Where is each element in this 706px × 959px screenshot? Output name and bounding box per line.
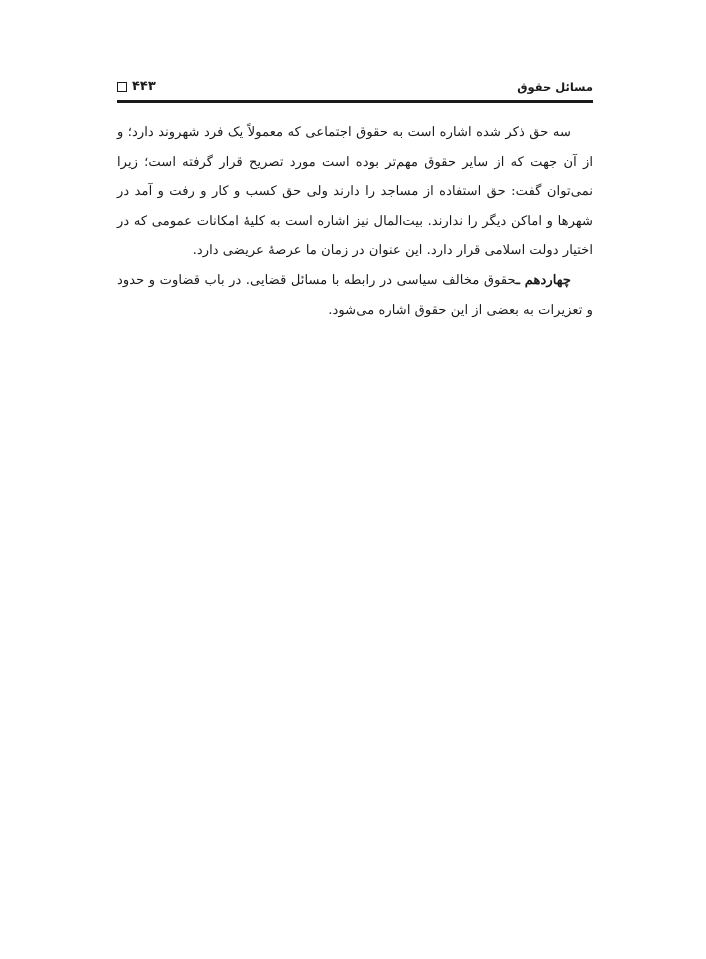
page-header [117, 78, 593, 100]
header-divider [117, 100, 593, 103]
page-number [117, 79, 156, 94]
square-bullet-icon [117, 82, 127, 92]
page-body [117, 118, 593, 325]
paragraph-2-text: حقوق مخالف سیاسی در رابطه با مسائل قضایی. در باب قضاوت و حدود و تعزیرات به بعضی از این حقوق اشاره می‌شود. [117, 272, 593, 318]
page-number-text: ۴۴۳ [132, 79, 156, 94]
running-title: مسائل حقوق [517, 80, 593, 94]
paragraph-1: سه حق ذکر شده اشاره است به حقوق اجتماعی که معمولاً یک فرد شهروند دارد؛ و از آن جهت که از سایر حقوق مهم‌تر بوده است مورد تصریح قرار گرفته است؛ زیرا نمی‌توان گفت: حق استفاده از مساجد را دارند ولی حق کسب و کار و رفت و آمد در شهرها و اماکن دیگر را ندارند. بیت‌المال نیز اشاره است به کلیهٔ امکانات عمومی که در اختیار دولت اسلامی قرار دارد. این عنوان در زمان ما عرصهٔ عریضی دارد. [117, 125, 593, 259]
paragraph-2-heading: چهاردهم ـ [516, 272, 571, 288]
paragraph-2 [117, 266, 593, 325]
